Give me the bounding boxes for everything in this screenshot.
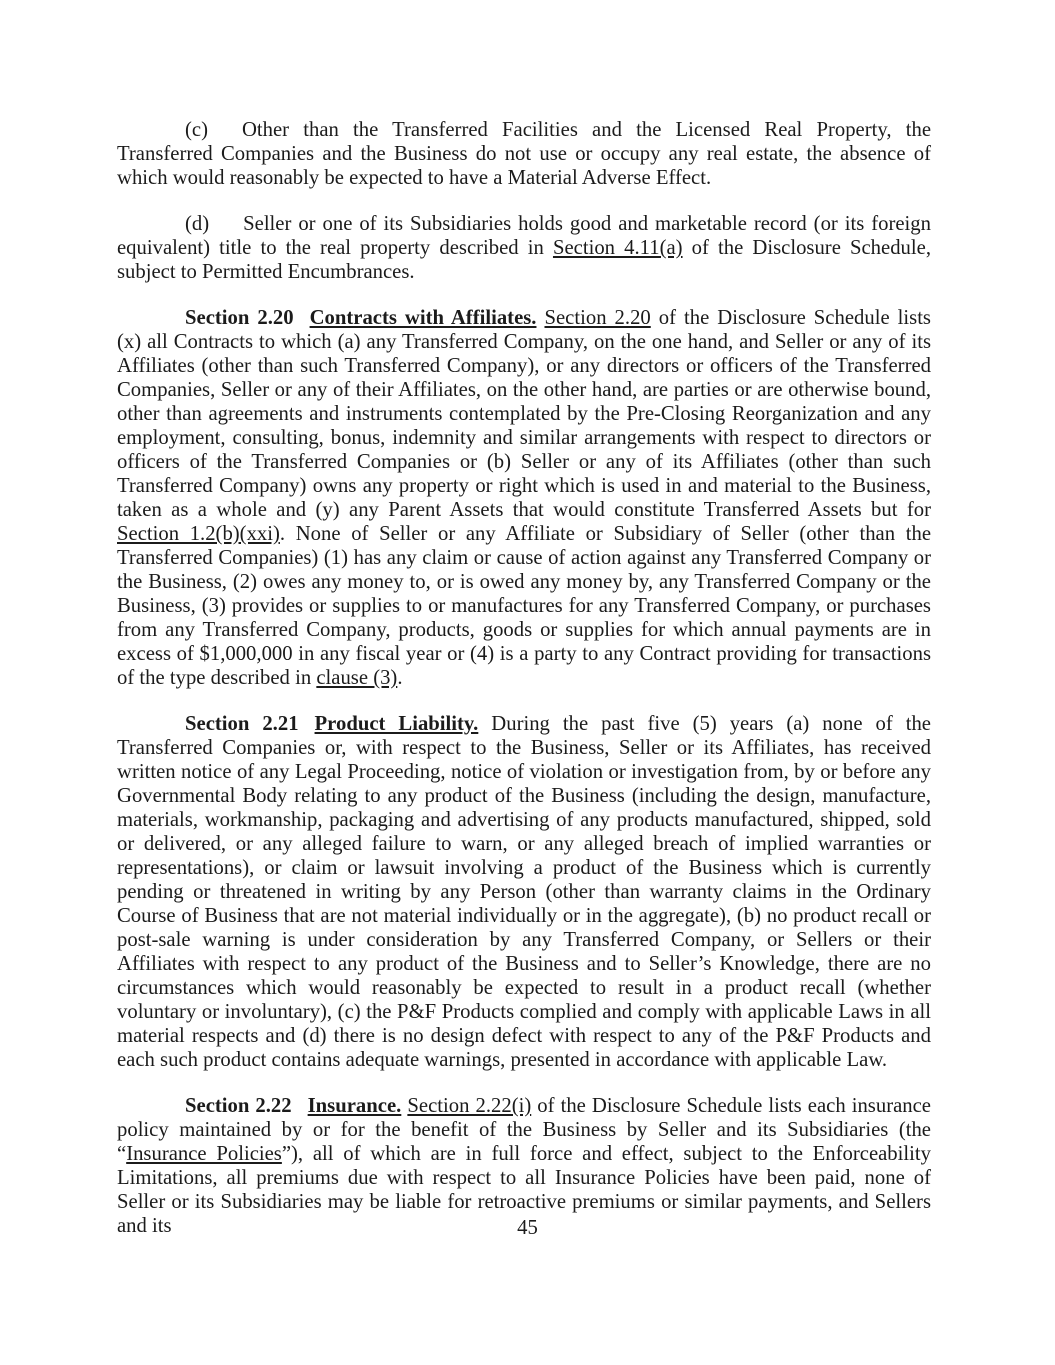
section-2-20-text: . — [397, 667, 403, 689]
section-2-22-number: Section 2.22 — [185, 1095, 292, 1117]
section-2-21-title: Product Liability. — [314, 713, 479, 735]
paragraph-d-text: of the Disclosure Schedule, subject to Permitted Encumbrances. — [117, 237, 931, 283]
section-2-20-text: . None of Seller or any Affiliate or Subsidiary of Seller (other than the Transferred Companies) (1) has any claim or cause of action against any Transferred Company or the Business, (2) owes any money to, or is owed any money by, any Transferred Company or the Business, (3) provides or supplies to or manufactures for any Transferred Company, or purchases from any Transferred Company, products, goods or supplies for which annual payments are in excess of $1,000,000 in any fiscal year or (4) is a party to any Contract providing for transactions of the type described in — [117, 523, 931, 689]
cross-reference-section-1-2-b-xxi: Section 1.2(b)(xxi) — [117, 523, 280, 545]
section-2-21-number: Section 2.21 — [185, 713, 299, 735]
paragraph-d-text: Seller or one of its Subsidiaries holds good and marketable record (or its foreign equivalent) title to the real property described in — [117, 213, 931, 259]
section-2-20-title: Contracts with Affiliates. — [309, 307, 537, 329]
cross-reference-clause-3: clause (3) — [316, 667, 398, 689]
paragraph-c-text: Other than the Transferred Facilities and the Licensed Real Property, the Transferred Companies and the Business do not use or occupy any real estate, the absence of which would reasonably be expected to have a Material Adverse Effect. — [117, 119, 931, 189]
cross-reference-section-2-22-i: Section 2.22(i) — [407, 1095, 532, 1117]
section-2-20-paragraph — [117, 306, 931, 690]
section-2-21-paragraph — [117, 712, 931, 1072]
section-2-20-number: Section 2.20 — [185, 307, 294, 329]
list-marker-d: (d) — [185, 213, 210, 235]
section-2-21-text: During the past five (5) years (a) none of the Transferred Companies or, with respect to the Business, Seller or its Affiliates, has received written notice of any Legal Proceeding, notice of violation or investigation from, by or before any Governmental Body relating to any product of the Business (including the design, manufacture, materials, workmanship, packaging and advertising of any products manufactured, shipped, sold or delivered, or any alleged failure to warn, or any alleged breach of implied warranties or representations), or claim or lawsuit involving a product of the Business which is currently pending or threatened in writing by any Person (other than warranty claims in the Ordinary Course of Business that are not material individually or in the aggregate), (b) no product recall or post-sale warning is under consideration by any Transferred Company, or Sellers or their Affiliates with respect to any product of the Business and to Seller’s Knowledge, there are no circumstances which would reasonably be expected to result in a product recall (whether voluntary or involuntary), (c) the P&F Products complied and comply with applicable Laws in all material respects and (d) there is no design defect with respect to any of the P&F Products and each such product contains adequate warnings, presented in accordance with applicable Law. — [117, 713, 931, 1071]
section-2-22-text: of the Disclosure Schedule lists each insurance policy maintained by or for the benefit of the Business by Seller and its Subsidiaries (the “ — [117, 1095, 931, 1165]
section-2-22-text: ”), all of which are in full force and effect, subject to the Enforceability Limitations, all premiums due with respect to all Insurance Policies have been paid, none of Seller or its Subsidiaries may be liable for retroactive premiums or similar payments, and Sellers and its — [117, 1143, 931, 1237]
section-2-22-title: Insurance. — [307, 1095, 402, 1117]
list-marker-c: (c) — [185, 119, 208, 141]
cross-reference-section-2-20: Section 2.20 — [544, 307, 651, 329]
paragraph-c — [117, 118, 931, 190]
defined-term-insurance-policies: Insurance Policies — [126, 1143, 282, 1165]
document-body — [117, 118, 931, 1238]
paragraph-d — [117, 212, 931, 284]
section-2-20-text: of the Disclosure Schedule lists (x) all Contracts to which (a) any Transferred Company, on the one hand, and Seller or any of its Affiliates (other than such Transferred Company), or any directors or officers of the Transferred Companies, Seller or any of their Affiliates, on the other hand, are parties or are otherwise bound, other than agreements and instruments contemplated by the Pre-Closing Reorganization and any employment, consulting, bonus, indemnity and similar arrangements with respect to directors or officers of the Transferred Companies or (b) Seller or any of its Affiliates (other than such Transferred Company) owns any property or right which is used in and material to the Business, taken as a whole and (y) any Parent Assets that would constitute Transferred Assets but for — [117, 307, 931, 521]
cross-reference-section-4-11-a: Section 4.11(a) — [552, 237, 683, 259]
page-number: 45 — [517, 1217, 538, 1239]
